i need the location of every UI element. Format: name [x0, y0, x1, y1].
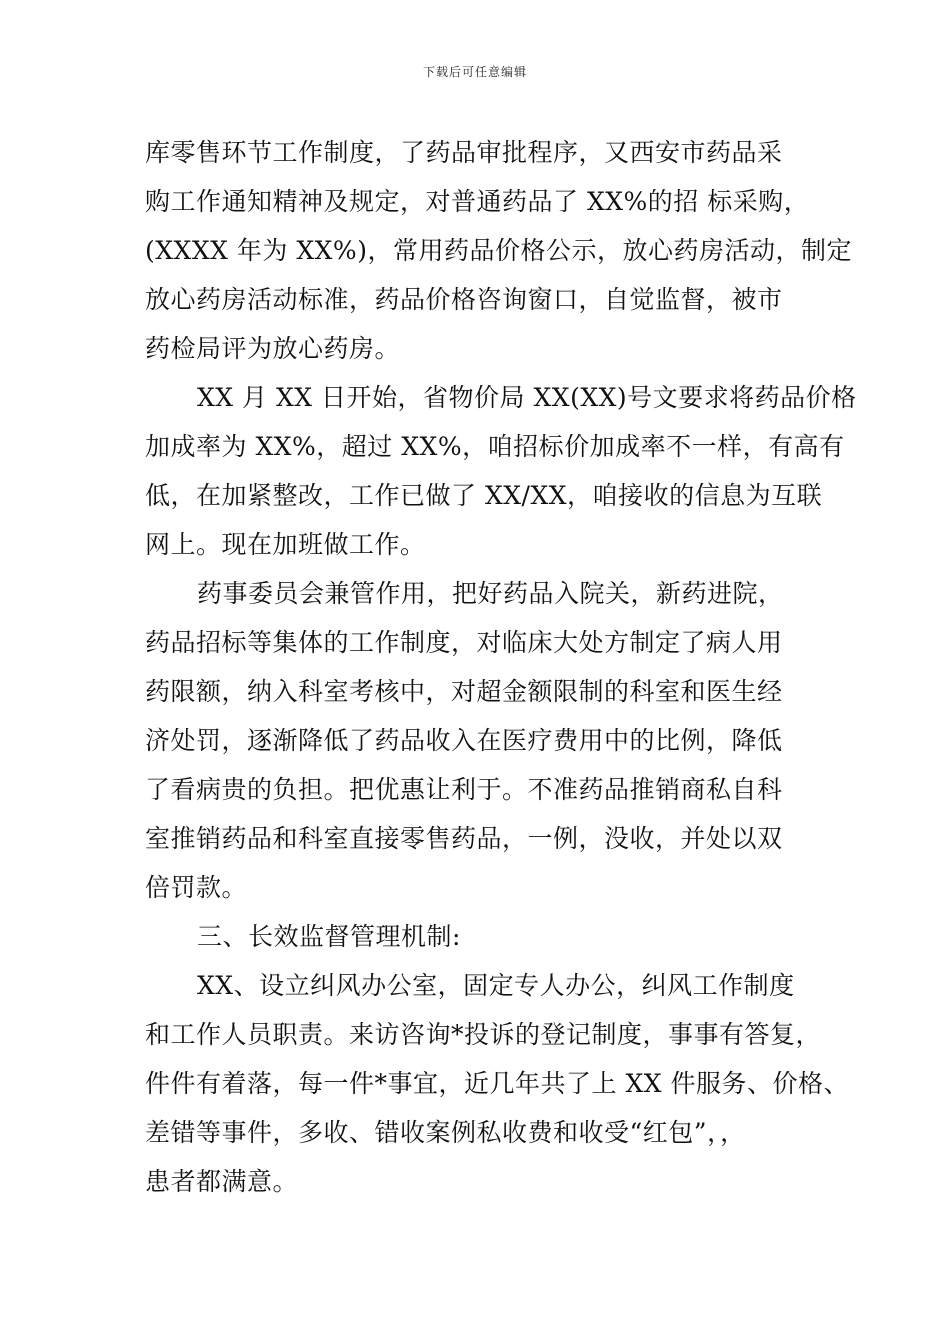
text-line: 患者都满意。: [145, 1167, 299, 1196]
text-line: 网上。现在加班做工作。: [145, 530, 426, 559]
text-line: 了看病贵的负担。把优惠让利于。不准药品推销商私自科: [145, 775, 783, 804]
text-line: 加成率为 XX%，超过 XX%，咱招标价加成率不一样，有高有: [145, 432, 845, 461]
text-line: 库零售环节工作制度，了药品审批程序，又西安市药品采: [145, 138, 783, 167]
text-line: 济处罚，逐渐降低了药品收入在医疗费用中的比例，降低: [145, 726, 783, 755]
text-line: 药限额，纳入科室考核中，对超金额限制的科室和医生经: [145, 677, 783, 706]
text-line: 差错等事件，多收、错收案例私收费和收受“红包”，，: [145, 1118, 746, 1147]
paragraph-start-line: XX、设立纠风办公室，固定专人办公，纠风工作制度: [197, 971, 795, 1000]
text-line: 室推销药品和科室直接零售药品，一例，没收，并处以双: [145, 824, 783, 853]
text-line: 低，在加紧整改，工作已做了 XX/XX，咱接收的信息为互联: [145, 481, 823, 510]
text-line: 件件有着落，每一件*事宜，近几年共了上 XX 件服务、价格、: [145, 1069, 849, 1098]
paragraph-start-line: XX 月 XX 日开始，省物价局 XX(XX)号文要求将药品价格: [197, 383, 857, 412]
page-header-note: 下载后可任意编辑: [422, 65, 527, 79]
text-line: 药检局评为放心药房。: [145, 334, 401, 363]
section-heading: 三、长效监督管理机制:: [197, 922, 461, 951]
text-line: (XXXX 年为 XX%)，常用药品价格公示，放心药房活动，制定: [145, 236, 852, 265]
text-line: 购工作通知精神及规定，对普通药品了 XX%的招 标采购，: [145, 187, 810, 216]
paragraph-start-line: 药事委员会兼管作用，把好药品入院关，新药进院，: [197, 579, 784, 608]
document-body: [145, 128, 857, 1206]
text-line: 药品招标等集体的工作制度，对临床大处方制定了病人用: [145, 628, 783, 657]
text-line: 放心药房活动标准，药品价格咨询窗口，自觉监督，被市: [145, 285, 783, 314]
text-line: 倍罚款。: [145, 873, 248, 902]
text-line: 和工作人员职责。来访咨询*投诉的登记制度，事事有答复，: [145, 1020, 822, 1049]
